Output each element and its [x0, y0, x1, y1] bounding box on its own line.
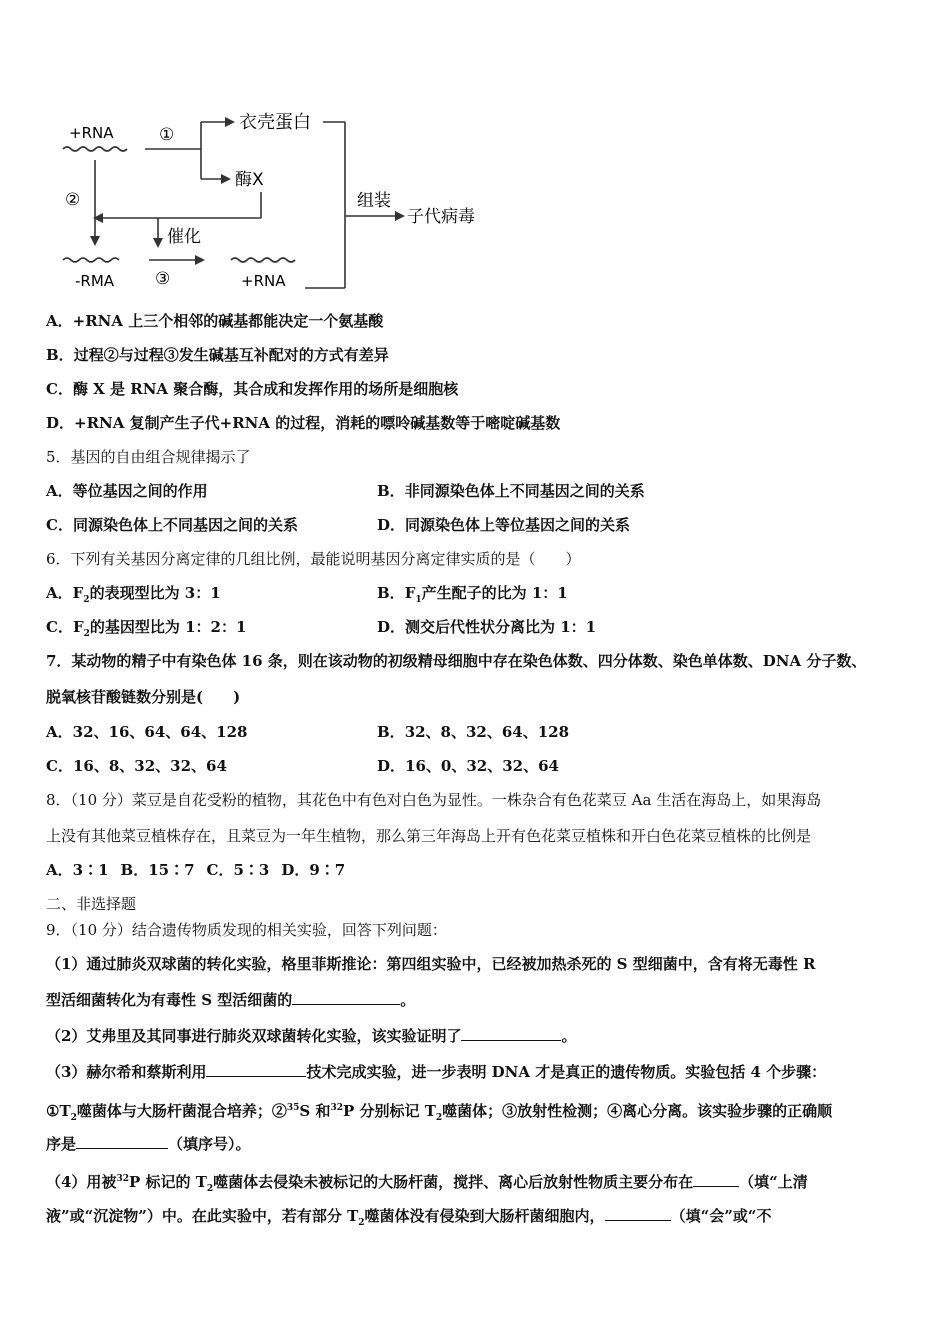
enzyme-x-label: 酶X — [235, 170, 264, 190]
q4-option-a: A．+RNA 上三个相邻的碱基都能决定一个氨基酸 — [46, 312, 384, 330]
q8-options — [46, 860, 357, 880]
q5-option-b: B．非同源染色体上不同基因之间的关系 — [377, 482, 645, 500]
catalyze-label: 催化 — [167, 227, 201, 247]
answer-blank-1[interactable] — [292, 990, 400, 1005]
step2-label: ② — [65, 190, 81, 210]
q5-option-d: D．同源染色体上等位基因之间的关系 — [377, 516, 631, 534]
step3-label: ③ — [155, 269, 171, 289]
answer-blank-3[interactable] — [206, 1062, 306, 1077]
answer-blank-4[interactable] — [76, 1134, 168, 1149]
plus-rna-label-top: +RNA — [69, 124, 114, 142]
q9-part3-line2: $①T_2$噬菌体与大肠杆菌混合培养；②$^{35}$S 和$^{32}$P 分别标记 $T_2$噬菌体；③放射性检测；④离心分离。该实验步骤的正确顺 — [46, 1102, 833, 1123]
q9-part4-line1: （4）用被$^{32}$P 标记的 $T_2$噬菌体去侵染未被标记的大肠杆菌，搅拌、离心后放射性物质主要分布在 （填“上清 — [46, 1173, 808, 1194]
q6-option-d: D．测交后代性状分离比为 1：1 — [377, 618, 597, 636]
q6-option-c: C．$F_2$的基因型比为 1：2：1 — [46, 618, 247, 639]
q9-part1-line2: 型活细菌转化为有毒性 S 型活细菌的 。 — [46, 991, 416, 1009]
q5-option-a: A．等位基因之间的作用 — [46, 482, 208, 500]
section-title: 二、非选择题 — [46, 895, 137, 913]
q8-option-d: D．9∶7 — [281, 861, 346, 879]
q7-stem-line1: 7．某动物的精子中有染色体 16 条，则在该动物的初级精母细胞中存在染色体数、四分体数、染色单体数、DNA 分子数、 — [46, 652, 867, 670]
q9-part2: （2）艾弗里及其同事进行肺炎双球菌转化实验，该实验证明了 。 — [46, 1027, 577, 1045]
q8-option-b: B．15∶7 — [120, 861, 195, 879]
step1-label: ① — [159, 125, 175, 145]
q9-stem: 9．（10 分）结合遗传物质发现的相关实验，回答下列问题： — [46, 921, 447, 939]
q4-option-d: D．+RNA 复制产生子代+RNA 的过程，消耗的嘌呤碱基数等于嘧啶碱基数 — [46, 414, 561, 432]
answer-blank-5[interactable] — [693, 1172, 739, 1187]
q7-option-d: D．16、0、32、32、64 — [377, 757, 559, 775]
progeny-virus-label: 子代病毒 — [407, 207, 475, 227]
q9-part3-line3: 序是 （填序号）。 — [46, 1135, 251, 1153]
q6-option-a: A．$F_2$的表现型比为 3：1 — [46, 584, 221, 605]
minus-rna-label: -RMA — [75, 272, 115, 290]
coat-protein-label: 衣壳蛋白 — [239, 112, 311, 133]
q8-option-a: A．3∶1 — [46, 861, 109, 879]
plus-rna-strand-top — [63, 147, 127, 151]
answer-blank-6[interactable] — [605, 1206, 671, 1221]
q5-option-c: C．同源染色体上不同基因之间的关系 — [46, 516, 298, 534]
q7-option-c: C．16、8、32、32、64 — [46, 757, 227, 775]
plus-rna-strand-bottom — [231, 258, 295, 262]
q8-option-c: C．5∶3 — [206, 861, 270, 879]
minus-rna-strand — [63, 258, 119, 262]
q6-option-b: B．$F_1$产生配子的比为 1：1 — [377, 584, 568, 605]
answer-blank-2[interactable] — [461, 1026, 561, 1041]
q9-part3-line1: （3）赫尔希和蔡斯利用 技术完成实验，进一步表明 DNA 才是真正的遗传物质。实验包括 4 个步骤： — [46, 1063, 827, 1081]
q7-option-a: A．32、16、64、64、128 — [46, 723, 248, 741]
q7-stem-line2: 脱氧核苷酸链数分别是( ) — [46, 688, 241, 706]
q4-option-c: C．酶 X 是 RNA 聚合酶，其合成和发挥作用的场所是细胞核 — [46, 380, 459, 398]
virus-replication-diagram — [55, 100, 515, 300]
q5-stem: 5．基因的自由组合规律揭示了 — [46, 448, 251, 466]
q8-stem-line2: 上没有其他菜豆植株存在，且菜豆为一年生植物，那么第三年海岛上开有色花菜豆植株和开白色花菜豆植株的比例是 — [46, 827, 812, 845]
q8-stem-line1: 8．（10 分）菜豆是自花受粉的植物，其花色中有色对白色为显性。一株杂合有色花菜豆 Aa 生活在海岛上，如果海岛 — [46, 791, 822, 809]
assemble-label: 组装 — [357, 191, 391, 211]
q4-option-b: B．过程②与过程③发生碱基互补配对的方式有差异 — [46, 346, 389, 364]
q6-stem: 6．下列有关基因分离定律的几组比例，最能说明基因分离定律实质的是（ ） — [46, 550, 581, 568]
q7-option-b: B．32、8、32、64、128 — [377, 723, 570, 741]
q9-part4-line2: 液”或“沉淀物”）中。在此实验中，若有部分 $T_2$噬菌体没有侵染到大肠杆菌细胞内， （填“会”或“不 — [46, 1207, 772, 1228]
plus-rna-label-bottom: +RNA — [241, 272, 286, 290]
q9-part1-line1: （1）通过肺炎双球菌的转化实验，格里菲斯推论：第四组实验中，已经被加热杀死的 S 型细菌中，含有将无毒性 R — [46, 955, 816, 973]
